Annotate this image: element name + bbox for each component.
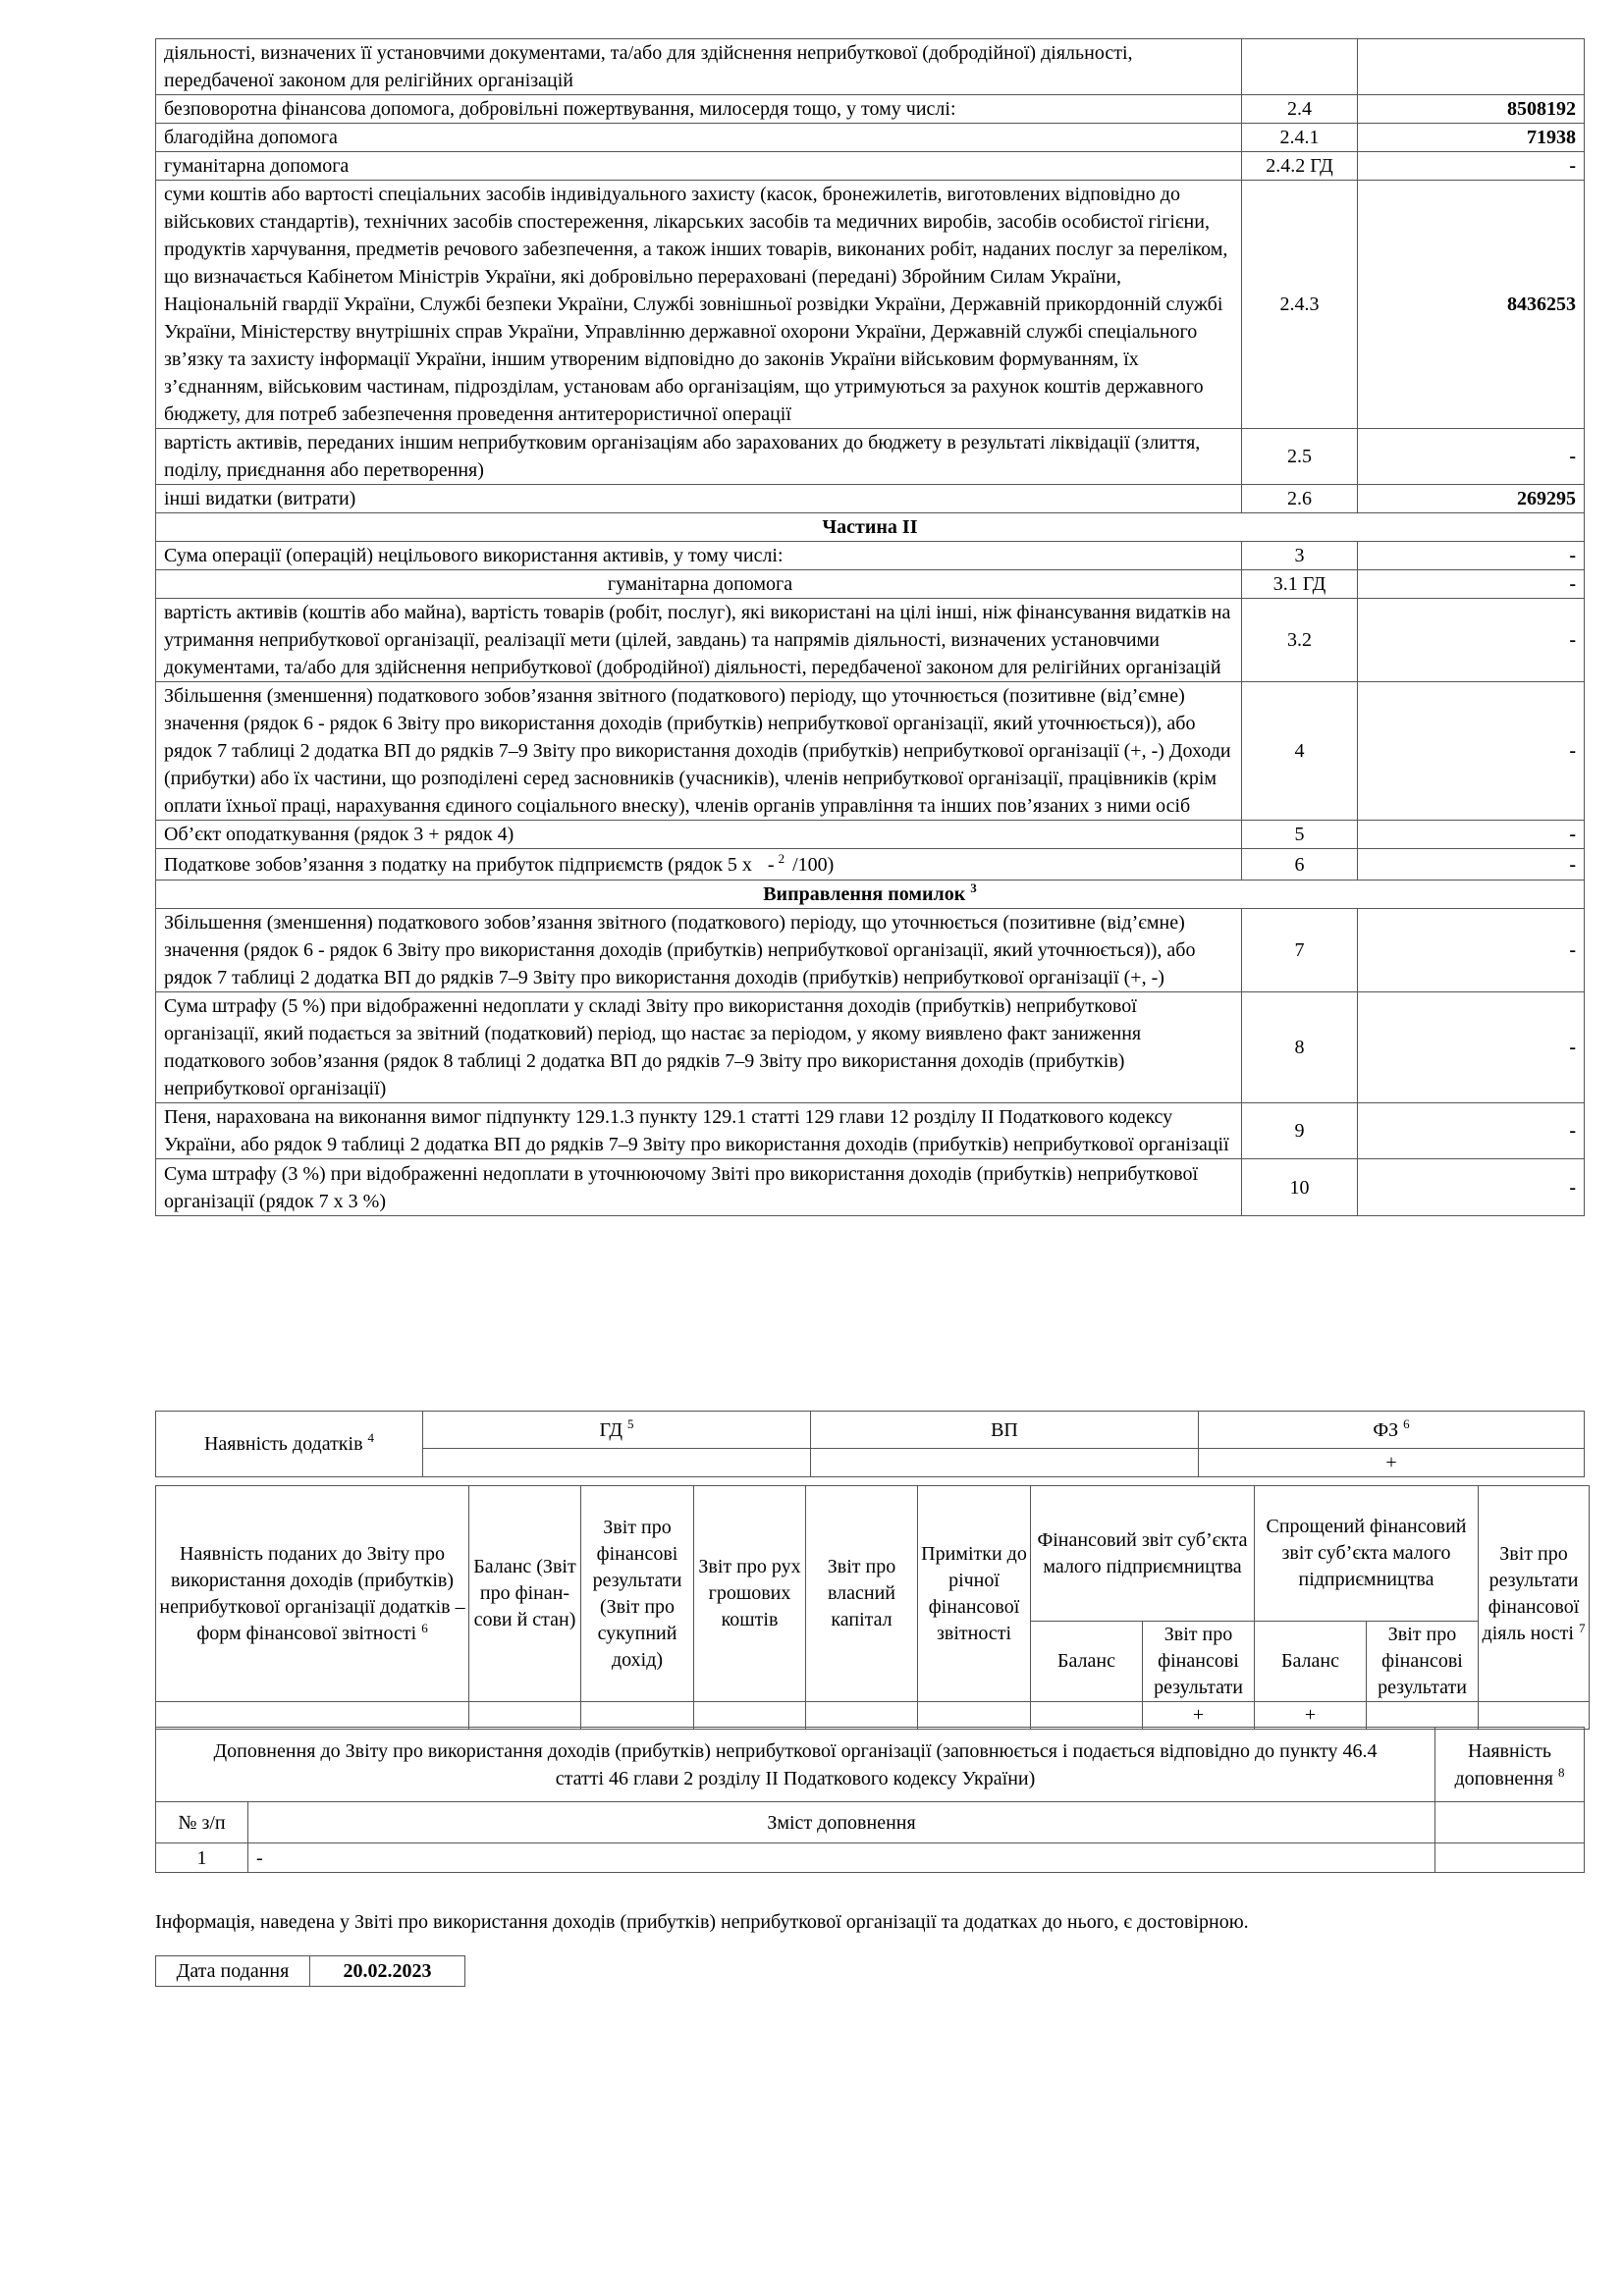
section-title: Виправлення помилок $^3$	[156, 881, 1585, 909]
row-code: 10	[1242, 1159, 1358, 1216]
info-statement: Інформація, наведена у Звіті про використання доходів (прибутків) неприбуткової організації та додатках до нього, є достовірною.	[155, 1911, 1249, 1933]
supplement-content-header: Зміст доповнення	[248, 1802, 1435, 1843]
fin-value-cell	[1367, 1702, 1479, 1730]
supplement-presence: Наявність доповнення $^8$	[1435, 1728, 1585, 1802]
row-value: -	[1358, 1159, 1585, 1216]
supplement-empty-cell	[1435, 1843, 1585, 1873]
row-value: -	[1358, 909, 1585, 992]
table-row	[156, 1103, 1585, 1159]
supplement-row-content: -	[248, 1843, 1435, 1873]
fin-value-cell	[156, 1702, 469, 1730]
date-label: Дата подання	[156, 1956, 310, 1987]
attachment-gd-header: ГД $^5$	[423, 1412, 811, 1449]
row-value: -	[1358, 542, 1585, 570]
fin-equity-header: Звіт про власний капітал	[806, 1486, 918, 1702]
table-row	[156, 570, 1585, 599]
row-description: інші видатки (витрати)	[156, 485, 1242, 513]
fin-reports-label: Наявність поданих до Звіту про використання доходів (прибутків) неприбуткової організації додатків – форм фінансової звітності $^6$	[156, 1486, 469, 1702]
section-row	[156, 513, 1585, 542]
row-code	[1242, 39, 1358, 95]
row-code: 4	[1242, 682, 1358, 821]
date-table	[155, 1955, 465, 1987]
fin-value-cell: +	[1255, 1702, 1367, 1730]
row-description: вартість активів, переданих іншим неприбутковим організаціям або зарахованих до бюджету в результаті ліквідації (злиття, поділу, приєднання або перетворення)	[156, 429, 1242, 485]
table-row	[156, 821, 1585, 849]
row-description: діяльності, визначених її установчими документами, та/або для здійснення неприбуткової (добродійної) діяльності, передбаченої законом для релігійних організацій	[156, 39, 1242, 95]
row-code: 5	[1242, 821, 1358, 849]
table-row	[156, 181, 1585, 429]
table-row	[156, 1159, 1585, 1216]
row-code: 6	[1242, 849, 1358, 881]
attachment-vp-header: ВП	[811, 1412, 1199, 1449]
row-code: 9	[1242, 1103, 1358, 1159]
row-value: -	[1358, 1103, 1585, 1159]
row-value: 269295	[1358, 485, 1585, 513]
section-row	[156, 881, 1585, 909]
table-row	[156, 542, 1585, 570]
attachments-table	[155, 1411, 1585, 1477]
attachment-fz-value: +	[1199, 1449, 1585, 1477]
table-row	[156, 849, 1585, 881]
row-code: 3.1 ГД	[1242, 570, 1358, 599]
row-code: 3.2	[1242, 599, 1358, 682]
row-description: Сума операції (операцій) нецільового використання активів, у тому числі:	[156, 542, 1242, 570]
main-report-table	[155, 38, 1585, 1216]
fin-small-balance: Баланс	[1031, 1622, 1143, 1702]
fin-small-header: Фінансовий звіт суб’єкта малого підприємництва	[1031, 1486, 1255, 1622]
row-code: 2.4	[1242, 95, 1358, 124]
row-code: 2.4.1	[1242, 124, 1358, 152]
row-description: Об’єкт оподаткування (рядок 3 + рядок 4)	[156, 821, 1242, 849]
table-row	[156, 152, 1585, 181]
fin-value-cell	[694, 1702, 806, 1730]
supplement-empty-cell	[1435, 1802, 1585, 1843]
row-code: 2.5	[1242, 429, 1358, 485]
row-code: 2.6	[1242, 485, 1358, 513]
row-value	[1358, 39, 1585, 95]
fin-small-results: Звіт про фінансові результати	[1143, 1622, 1255, 1702]
attachment-vp-value	[811, 1449, 1199, 1477]
attachments-label: Наявність додатків $^4$	[156, 1412, 423, 1477]
row-code: 3	[1242, 542, 1358, 570]
row-description: гуманітарна допомога	[156, 570, 1242, 599]
fin-activity-header: Звіт про результати фінансової діяль ності $^7$	[1479, 1486, 1590, 1702]
row-value: -	[1358, 570, 1585, 599]
row-value: -	[1358, 152, 1585, 181]
row-code: 2.4.3	[1242, 181, 1358, 429]
row-description: Сума штрафу (3 %) при відображенні недоплати в уточнюючому Звіті про використання доходів (прибутків) неприбуткової організації (рядок 7 х 3 %)	[156, 1159, 1242, 1216]
table-row	[156, 95, 1585, 124]
fin-value-cell	[806, 1702, 918, 1730]
supplement-title: Доповнення до Звіту про використання доходів (прибутків) неприбуткової організації (заповнюється і подається відповідно до пункту 46.4 статті 46 глави 2 розділу II Податкового кодексу України)	[156, 1728, 1435, 1802]
table-row	[156, 992, 1585, 1103]
table-row	[156, 909, 1585, 992]
table-row	[156, 429, 1585, 485]
table-row	[156, 682, 1585, 821]
row-description: суми коштів або вартості спеціальних засобів індивідуального захисту (касок, бронежилетів, виготовлених відповідно до військових стандартів), технічних засобів спостереження, лікарських засобів та медичних виробів, засобів особистої гігієни, продуктів харчування, предметів речового забезпечення, а також інших товарів, виконаних робіт, наданих послуг за переліком, що визначається Кабінетом Міністрів України, які добровільно перераховані (передані) Збройним Силам України, Національній гвардії України, Службі безпеки України, Службі зовнішньої розвідки України, Державній прикордонній службі України, Міністерству внутрішніх справ України, Управлінню державної охорони України, Державній службі спеціального зв’язку та захисту інформації України, іншим утвореним відповідно до законів України військовим формуванням, їх з’єднанням, військовим частинам, підрозділам, установам або організаціям, що утримуються за рахунок коштів державного бюджету, для потреб забезпечення проведення антитерористичної операції	[156, 181, 1242, 429]
row-value: 8436253	[1358, 181, 1585, 429]
table-row	[156, 599, 1585, 682]
fin-value-cell	[918, 1702, 1031, 1730]
row-description: Сума штрафу (5 %) при відображенні недоплати у складі Звіту про використання доходів (прибутків) неприбуткової організації, який подається за звітний (податковий) період, що настає за періодом, у якому виявлено факт заниження податкового зобов’язання (рядок 8 таблиці 2 додатка ВП до рядків 7–9 Звіту про використання доходів (прибутків) неприбуткової організації)	[156, 992, 1242, 1103]
row-value: -	[1358, 849, 1585, 881]
fin-simplified-results: Звіт про фінансові результати	[1367, 1622, 1479, 1702]
row-value: -	[1358, 429, 1585, 485]
row-value: -	[1358, 599, 1585, 682]
fin-value-cell	[581, 1702, 694, 1730]
date-value: 20.02.2023	[310, 1956, 465, 1987]
fin-value-cell	[1031, 1702, 1143, 1730]
supplement-num-header: № з/п	[156, 1802, 248, 1843]
row-code: 2.4.2 ГД	[1242, 152, 1358, 181]
fin-value-cell: +	[1143, 1702, 1255, 1730]
fin-value-cell	[469, 1702, 581, 1730]
table-row	[156, 39, 1585, 95]
row-description: Збільшення (зменшення) податкового зобов’язання звітного (податкового) періоду, що уточнюється (позитивне (від’ємне) значення (рядок 6 - рядок 6 Звіту про використання доходів (прибутків) неприбуткової організації, який уточнюється)), або рядок 7 таблиці 2 додатка ВП до рядків 7–9 Звіту про використання доходів (прибутків) неприбуткової організації (+, -)	[156, 909, 1242, 992]
row-description: Пеня, нарахована на виконання вимог підпункту 129.1.3 пункту 129.1 статті 129 глави 12 розділу II Податкового кодексу України, або рядок 9 таблиці 2 додатка ВП до рядків 7–9 Звіту про використання доходів (прибутків) неприбуткової організації	[156, 1103, 1242, 1159]
section-title: Частина ІІ	[156, 513, 1585, 542]
fin-value-cell	[1479, 1702, 1590, 1730]
fin-simplified-header: Спрощений фінансовий звіт суб’єкта малого підприємництва	[1255, 1486, 1479, 1622]
supplement-table	[155, 1727, 1585, 1873]
row-value: -	[1358, 682, 1585, 821]
fin-results-header: Звіт про фінансові результати (Звіт про сукупний дохід)	[581, 1486, 694, 1702]
table-row	[156, 124, 1585, 152]
fin-notes-header: Примітки до річної фінансової звітності	[918, 1486, 1031, 1702]
row-code: 7	[1242, 909, 1358, 992]
supplement-row-num: 1	[156, 1843, 248, 1873]
row-description: Податкове зобов’язання з податку на прибуток підприємств (рядок 5 х - $^2$ /100)	[156, 849, 1242, 881]
attachment-fz-header: ФЗ $^6$	[1199, 1412, 1585, 1449]
row-value: -	[1358, 821, 1585, 849]
fin-simplified-balance: Баланс	[1255, 1622, 1367, 1702]
row-description: гуманітарна допомога	[156, 152, 1242, 181]
attachment-gd-value	[423, 1449, 811, 1477]
row-value: 71938	[1358, 124, 1585, 152]
fin-balance-header: Баланс (Звіт про фінан-сови й стан)	[469, 1486, 581, 1702]
row-description: благодійна допомога	[156, 124, 1242, 152]
row-code: 8	[1242, 992, 1358, 1103]
row-description: безповоротна фінансова допомога, добровільні пожертвування, милосердя тощо, у тому числі:	[156, 95, 1242, 124]
row-description: Збільшення (зменшення) податкового зобов’язання звітного (податкового) періоду, що уточнюється (позитивне (від’ємне) значення (рядок 6 - рядок 6 Звіту про використання доходів (прибутків) неприбуткової організації, який уточнюється)), або рядок 7 таблиці 2 додатка ВП до рядків 7–9 Звіту про використання доходів (прибутків) неприбуткової організації (+, -) Доходи (прибутки) або їх частини, що розподілені серед засновників (учасників), членів неприбуткової організації, працівників (крім оплати їхньої праці, нарахування єдиного соціального внеску), членів органів управління та інших пов’язаних з ними осіб	[156, 682, 1242, 821]
row-description: вартість активів (коштів або майна), вартість товарів (робіт, послуг), які використані на цілі інші, ніж фінансування видатків на утримання неприбуткової організації, реалізації мети (цілей, завдань) та напрямів діяльності, визначених установчими документами, та/або для здійснення неприбуткової (добродійної) діяльності, передбаченої законом для релігійних організацій	[156, 599, 1242, 682]
fin-cashflow-header: Звіт про рух грошових коштів	[694, 1486, 806, 1702]
row-value: -	[1358, 992, 1585, 1103]
row-value: 8508192	[1358, 95, 1585, 124]
table-row	[156, 485, 1585, 513]
financial-reports-table	[155, 1485, 1590, 1730]
